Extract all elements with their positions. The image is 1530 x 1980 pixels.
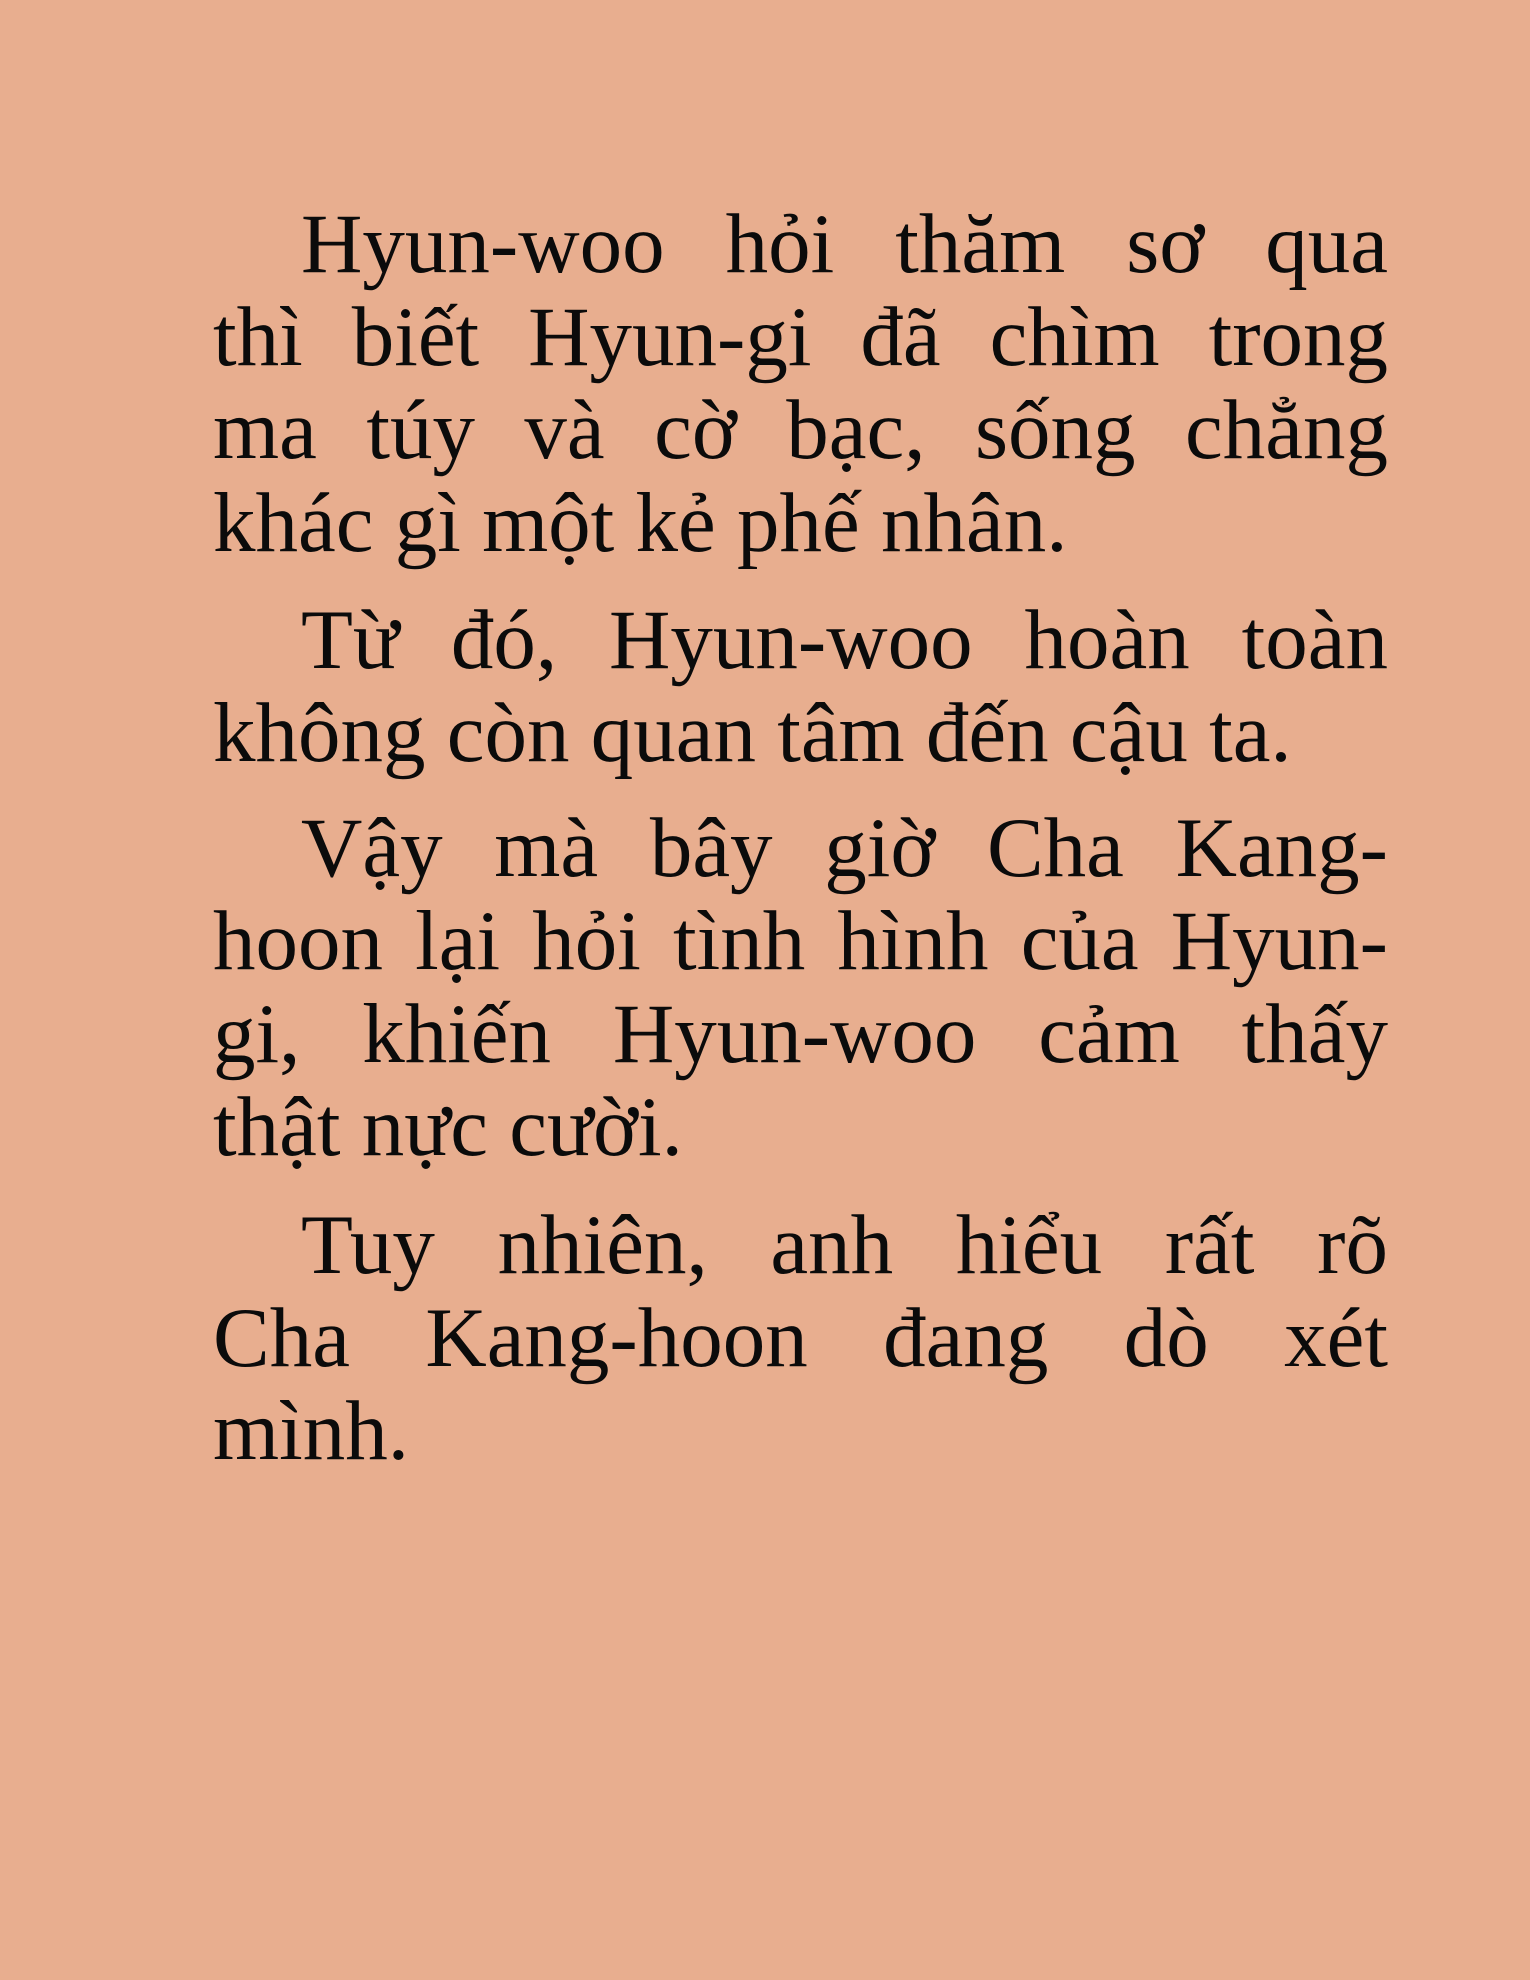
text-line: gi, khiến Hyun-woo cảm thấy [213,987,1388,1081]
text-line: Hyun-woo hỏi thăm sơ qua [301,197,1388,291]
text-line: Từ đó, Hyun-woo hoàn toàn [301,593,1388,687]
text-line: Tuy nhiên, anh hiểu rất rõ [301,1198,1388,1292]
text-line: ma túy và cờ bạc, sống chẳng [213,383,1388,477]
text-line: mình. [213,1384,409,1478]
text-line: thật nực cười. [213,1080,683,1174]
text-line: không còn quan tâm đến cậu ta. [213,686,1292,780]
text-line: thì biết Hyun-gi đã chìm trong [213,290,1388,384]
text-line: hoon lại hỏi tình hình của Hyun- [213,894,1388,988]
text-line: khác gì một kẻ phế nhân. [213,476,1068,570]
text-line: Vậy mà bây giờ Cha Kang- [301,801,1388,895]
book-page [213,185,1388,1805]
text-line: Cha Kang-hoon đang dò xét [213,1291,1388,1385]
